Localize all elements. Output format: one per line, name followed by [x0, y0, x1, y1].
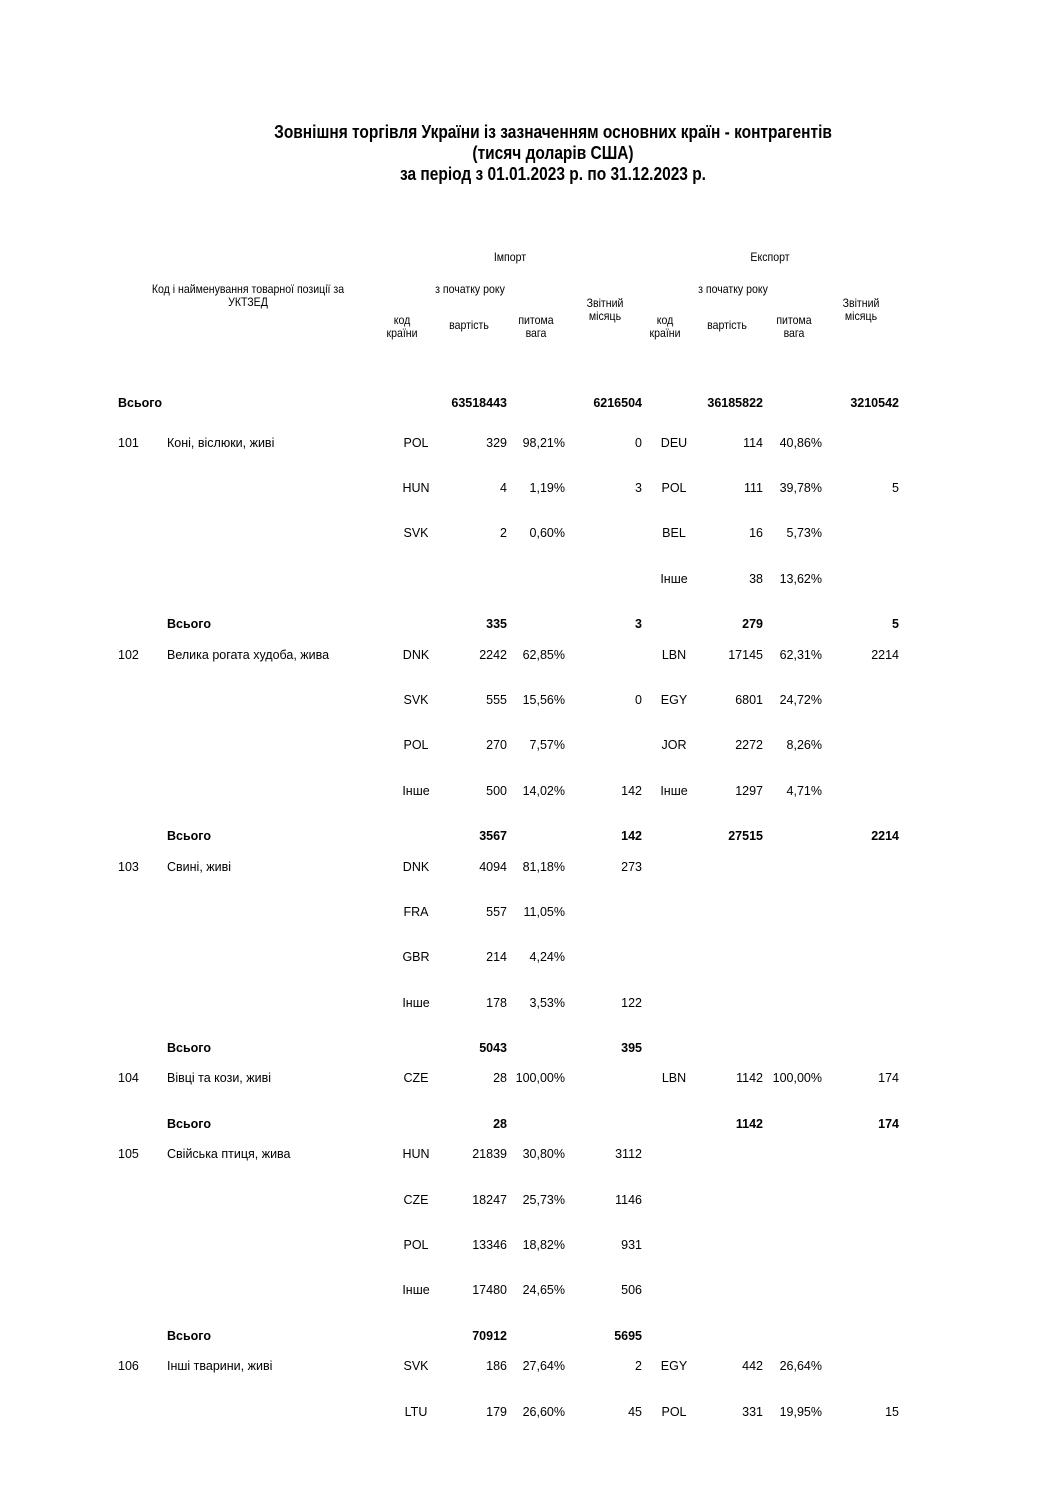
row-import-value: 28: [493, 1117, 507, 1131]
header-export-country: код країни: [649, 313, 681, 340]
row-import-month: 122: [621, 996, 642, 1010]
title-line-3: за період з 01.01.2023 р. по 31.12.2023 р.: [400, 164, 706, 184]
header-import-country: код країни: [386, 313, 418, 340]
row-import-country: SVK: [403, 526, 429, 540]
row-import-country: Інше: [402, 784, 430, 798]
row-name: Інші тварини, живі: [167, 1359, 273, 1373]
row-import-value: 270: [486, 738, 507, 752]
row-export-value: 1142: [736, 1071, 763, 1085]
row-import-value: 329: [486, 436, 507, 450]
row-import-value: 335: [486, 617, 507, 631]
row-name: Всього: [167, 829, 211, 843]
row-import-country: Інше: [402, 1283, 430, 1297]
header-import-ytd: з початку року: [435, 282, 505, 296]
row-import-value: 178: [486, 996, 507, 1010]
row-import-country: POL: [403, 436, 429, 450]
row-import-share: 15,56%: [522, 693, 565, 707]
row-name: Велика рогата худоба, жива: [167, 648, 330, 662]
row-export-value: 111: [743, 481, 763, 495]
row-name: Всього: [167, 617, 211, 631]
row-import-value: 4: [500, 481, 507, 495]
row-code: 101: [118, 436, 139, 450]
row-export-month: 174: [878, 1071, 899, 1085]
row-import-month: 0: [635, 693, 642, 707]
row-export-value: 38: [749, 572, 763, 586]
row-export-country: Інше: [660, 784, 688, 798]
row-name: Всього: [167, 1329, 211, 1343]
row-code: 103: [118, 860, 139, 874]
row-import-month: 273: [621, 860, 642, 874]
row-code: 104: [118, 1071, 139, 1085]
row-import-value: 500: [486, 784, 507, 798]
row-export-country: EGY: [660, 1359, 688, 1373]
row-import-country: GBR: [402, 950, 430, 964]
header-import-share: питома вага: [518, 313, 554, 340]
row-import-share: 30,80%: [522, 1147, 565, 1161]
row-import-month: 395: [621, 1041, 642, 1055]
row-import-value: 21839: [472, 1147, 507, 1161]
row-import-value: 3567: [479, 829, 507, 843]
row-export-month: 2214: [871, 829, 899, 843]
row-import-value: 5043: [479, 1041, 507, 1055]
row-name: Всього: [167, 1117, 211, 1131]
row-import-month: 506: [621, 1283, 642, 1297]
row-export-month: 5: [892, 481, 899, 495]
row-export-value: 17145: [728, 648, 763, 662]
row-export-country: DEU: [660, 436, 688, 450]
row-import-value: 186: [486, 1359, 507, 1373]
row-import-share: 25,73%: [522, 1193, 565, 1207]
row-export-country: Інше: [660, 572, 688, 586]
row-import-value: 17480: [472, 1283, 507, 1297]
row-import-month: 142: [621, 829, 642, 843]
row-export-share: 13,62%: [779, 572, 822, 586]
row-import-share: 27,64%: [522, 1359, 565, 1373]
row-import-country: HUN: [402, 1147, 430, 1161]
header-export-ytd: з початку року: [698, 282, 768, 296]
row-import-share: 100,00%: [515, 1071, 565, 1085]
row-import-country: SVK: [403, 693, 429, 707]
row-export-country: POL: [661, 1405, 687, 1419]
header-product: Код і найменування товарної позиції за УКТЗЕД: [151, 282, 345, 309]
report-title: [77, 122, 1028, 185]
row-export-month: 5: [892, 617, 899, 631]
row-code: 105: [118, 1147, 139, 1161]
row-export-share: 40,86%: [779, 436, 822, 450]
row-export-share: 62,31%: [779, 648, 822, 662]
row-export-month: 15: [885, 1405, 899, 1419]
row-import-country: HUN: [402, 481, 430, 495]
row-import-value: 2242: [479, 648, 507, 662]
row-import-share: 18,82%: [522, 1238, 565, 1252]
row-import-share: 3,53%: [529, 996, 565, 1010]
header-import-value: вартість: [449, 318, 489, 332]
row-import-share: 4,24%: [529, 950, 565, 964]
header-export-value: вартість: [707, 318, 747, 332]
row-import-value: 70912: [472, 1329, 507, 1343]
row-code: 102: [118, 648, 139, 662]
row-import-country: FRA: [403, 905, 429, 919]
grand-total-export-value: 36185822: [707, 396, 763, 410]
row-import-value: 28: [493, 1071, 507, 1085]
grand-total-import-month: 6216504: [593, 396, 642, 410]
grand-total-export-month: 3210542: [850, 396, 899, 410]
row-import-month: 931: [621, 1238, 642, 1252]
row-import-country: SVK: [403, 1359, 429, 1373]
row-import-value: 555: [486, 693, 507, 707]
row-import-value: 557: [486, 905, 507, 919]
row-name: Свійська птиця, жива: [167, 1147, 291, 1161]
header-import-month: Звітний місяць: [586, 296, 624, 323]
row-export-share: 5,73%: [786, 526, 822, 540]
row-import-share: 26,60%: [522, 1405, 565, 1419]
row-import-country: Інше: [402, 996, 430, 1010]
row-export-share: 100,00%: [772, 1071, 822, 1085]
row-import-country: CZE: [403, 1193, 429, 1207]
row-import-country: POL: [403, 738, 429, 752]
row-import-month: 2: [635, 1359, 642, 1373]
row-import-value: 214: [486, 950, 507, 964]
row-import-value: 18247: [472, 1193, 507, 1207]
header-export-share: питома вага: [776, 313, 812, 340]
row-export-country: LBN: [661, 648, 687, 662]
row-import-share: 24,65%: [522, 1283, 565, 1297]
row-export-share: 19,95%: [779, 1405, 822, 1419]
row-import-month: 0: [635, 436, 642, 450]
row-import-month: 1146: [615, 1193, 642, 1207]
row-import-month: 3: [635, 617, 642, 631]
row-import-month: 3112: [615, 1147, 642, 1161]
row-export-value: 279: [742, 617, 763, 631]
row-import-country: DNK: [402, 860, 430, 874]
row-export-value: 16: [749, 526, 763, 540]
title-line-2: (тисяч доларів США): [472, 143, 634, 163]
row-import-month: 5695: [614, 1329, 642, 1343]
row-export-share: 4,71%: [786, 784, 822, 798]
row-export-value: 2272: [735, 738, 763, 752]
row-import-share: 98,21%: [522, 436, 565, 450]
row-export-value: 1297: [735, 784, 763, 798]
row-import-share: 7,57%: [529, 738, 565, 752]
row-export-share: 26,64%: [779, 1359, 822, 1373]
row-export-value: 1142: [735, 1117, 763, 1131]
row-name: Свині, живі: [167, 860, 232, 874]
row-name: Всього: [167, 1041, 211, 1055]
row-export-value: 442: [742, 1359, 763, 1373]
row-import-month: 45: [628, 1405, 642, 1419]
row-import-value: 13346: [472, 1238, 507, 1252]
grand-total-import-value: 63518443: [451, 396, 507, 410]
row-import-month: 3: [635, 481, 642, 495]
row-import-country: CZE: [403, 1071, 429, 1085]
row-code: 106: [118, 1359, 139, 1373]
row-export-share: 39,78%: [779, 481, 822, 495]
row-import-value: 4094: [479, 860, 507, 874]
row-export-value: 27515: [728, 829, 763, 843]
row-import-country: DNK: [402, 648, 430, 662]
row-export-month: 174: [878, 1117, 899, 1131]
row-name: Вівці та кози, живі: [167, 1071, 272, 1085]
row-export-country: POL: [661, 481, 687, 495]
row-export-country: EGY: [660, 693, 688, 707]
grand-total-label: Всього: [118, 396, 162, 410]
row-import-share: 1,19%: [529, 481, 565, 495]
row-export-share: 8,26%: [786, 738, 822, 752]
row-export-share: 24,72%: [779, 693, 822, 707]
header-import: Імпорт: [493, 250, 527, 264]
row-export-value: 331: [742, 1405, 763, 1419]
row-import-value: 2: [500, 526, 507, 540]
row-import-country: POL: [403, 1238, 429, 1252]
header-export-month: Звітний місяць: [842, 296, 880, 323]
row-import-share: 11,05%: [523, 905, 565, 919]
header-export: Експорт: [750, 250, 790, 264]
row-export-value: 114: [743, 436, 763, 450]
row-export-month: 2214: [871, 648, 899, 662]
row-export-value: 6801: [735, 693, 763, 707]
title-line-1: Зовнішня торгівля України із зазначенням основних країн - контрагентів: [274, 122, 832, 142]
row-export-country: BEL: [662, 526, 686, 540]
row-import-share: 0,60%: [529, 526, 565, 540]
row-import-share: 81,18%: [522, 860, 565, 874]
row-name: Коні, віслюки, живі: [167, 436, 275, 450]
row-import-value: 179: [486, 1405, 507, 1419]
row-import-month: 142: [621, 784, 642, 798]
row-import-share: 14,02%: [522, 784, 565, 798]
row-import-country: LTU: [404, 1405, 428, 1419]
row-export-country: JOR: [661, 738, 687, 752]
row-import-share: 62,85%: [522, 648, 565, 662]
row-export-country: LBN: [661, 1071, 687, 1085]
